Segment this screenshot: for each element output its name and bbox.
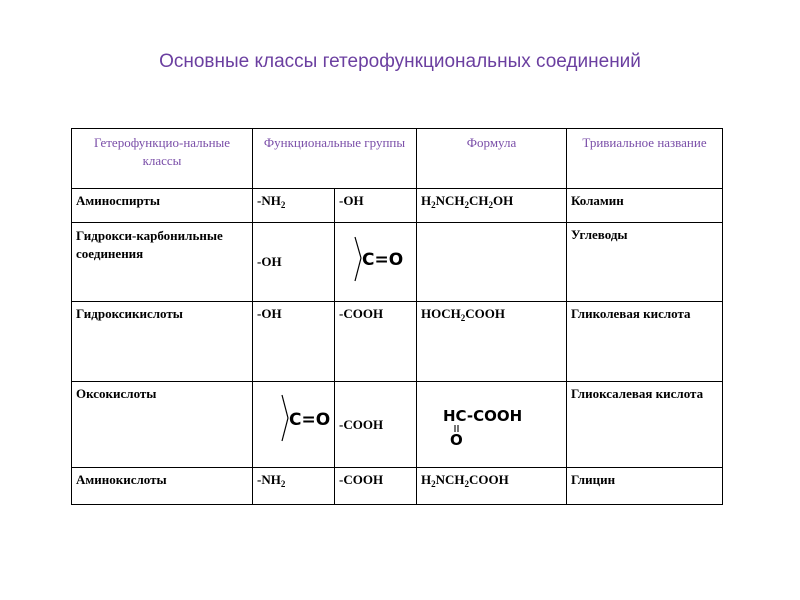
svg-text:C=O: C=O [362, 250, 404, 270]
class-cell: Аминокислоты [72, 468, 253, 505]
header-trivial-name: Тривиальное название [567, 129, 723, 189]
class-cell: Гидрокси-карбонильные соединения [72, 223, 253, 302]
page-title: Основные классы гетерофункциональных соединений [159, 51, 641, 72]
carbonyl-structure-cell [335, 223, 417, 302]
table-row [72, 302, 723, 382]
name-cell: Глиоксалевая кислота [567, 382, 723, 468]
carbonyl-structure [335, 223, 417, 301]
group1-cell: $-NH_2$ [253, 468, 335, 505]
header-row [72, 129, 723, 189]
svg-text:O: O [450, 431, 463, 449]
name-cell: Углеводы [567, 223, 723, 302]
name-cell: Глицин [567, 468, 723, 505]
name-cell: Гликолевая кислота [567, 302, 723, 382]
group1-cell: -OH [253, 223, 335, 302]
glyoxylic-acid-structure [417, 382, 567, 462]
group2-cell: -OH [335, 189, 417, 223]
class-cell: Оксокислоты [72, 382, 253, 468]
svg-text:C=O: C=O [289, 410, 331, 430]
classes-table [71, 128, 723, 505]
carbonyl-structure-cell [253, 382, 335, 468]
formula-structure-cell [417, 382, 567, 468]
formula-cell-empty [417, 223, 567, 302]
table-row [72, 189, 723, 223]
formula-cell: $H_2NCH_2COOH$ [417, 468, 567, 505]
group2-cell: -COOH [335, 302, 417, 382]
table-row [72, 382, 723, 468]
formula-cell: $HOCH_2COOH$ [417, 302, 567, 382]
header-groups: Функциональные группы [253, 129, 417, 189]
group2-cell: -COOH [335, 382, 417, 468]
formula-cell: $H_2NCH_2CH_2OH$ [417, 189, 567, 223]
class-cell: Гидроксикислоты [72, 302, 253, 382]
table-row [72, 223, 723, 302]
group2-cell: -COOH [335, 468, 417, 505]
header-classes: Гетерофункцио-нальные классы [72, 129, 253, 189]
svg-text:HC-COOH: HC-COOH [443, 407, 523, 425]
table-row [72, 468, 723, 505]
name-cell: Коламин [567, 189, 723, 223]
group1-cell: -OH [253, 302, 335, 382]
class-cell: Аминоспирты [72, 189, 253, 223]
header-formula: Формула [417, 129, 567, 189]
carbonyl-structure [253, 382, 335, 462]
group1-cell: $-NH_2$ [253, 189, 335, 223]
